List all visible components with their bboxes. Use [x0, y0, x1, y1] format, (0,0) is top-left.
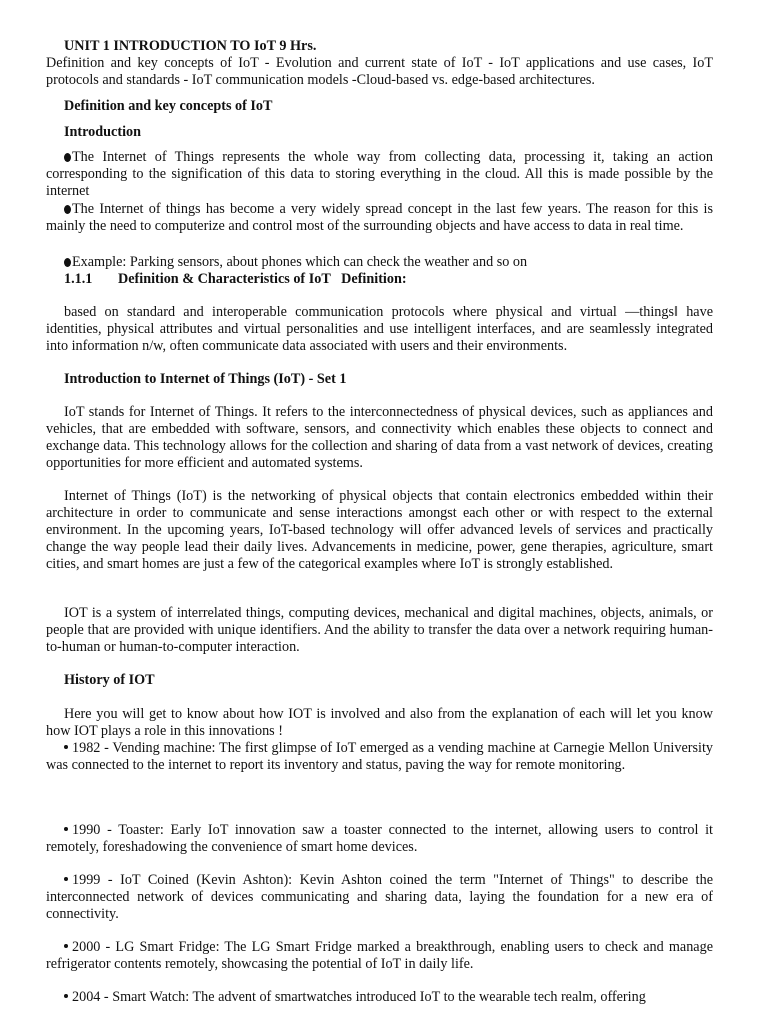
bullet-text: Example: Parking sensors, about phones which can check the weather and so on — [72, 254, 528, 270]
definition-heading: Definition and key concepts of IoT — [64, 98, 273, 114]
history-intro: Here you will get to know about how IOT is involved and also from the explanation of each will let you know how IOT plays a role in this innovations ! — [46, 706, 713, 739]
subsection-title: Definition & Characteristics of IoT Definition: — [118, 271, 407, 287]
history-item — [46, 872, 713, 923]
unit-title: UNIT 1 INTRODUCTION TO IoT 9 Hrs. — [64, 38, 317, 54]
unit-syllabus: Definition and key concepts of IoT - Evolution and current state of IoT - IoT applications and use cases, IoT protocols and standards - IoT communication models -Cloud-based vs. edge-based architectures. — [46, 55, 713, 88]
definition-paragraph: based on standard and interoperable communication protocols where physical and virtual —things‖ have identities, physical attributes and virtual personalities and use intelligent interfaces, and are seamlessly integrated into information n/w, often communicate data associated with users and their environments. — [46, 304, 713, 354]
bullet-icon — [64, 153, 71, 162]
subsection-heading — [64, 271, 704, 288]
bullet-text: The Internet of things has become a very widely spread concept in the last few years. The reason for this is mainly the need to computerize and control most of the surrounding objects and have access to data in real time. — [46, 201, 713, 234]
subsection-number: 1.1.1 — [64, 271, 93, 287]
bullet-icon — [64, 258, 71, 267]
set1-paragraph: IoT stands for Internet of Things. It refers to the interconnectedness of physical devices, such as appliances and vehicles, that are embedded with software, sensors, and connectivity which enables these objects to connect and exchange data. This technology allows for the collection and sharing of data from a vast network of devices, creating opportunities for more efficient and automated systems. — [46, 404, 713, 471]
history-item-text: 2000 - LG Smart Fridge: The LG Smart Fridge marked a breakthrough, enabling users to check and manage refrigerator contents remotely, showcasing the potential of IoT in daily life. — [46, 939, 713, 972]
history-item-text: 2004 - Smart Watch: The advent of smartwatches introduced IoT to the wearable tech realm, offering — [72, 989, 646, 1005]
history-heading: History of IOT — [64, 672, 155, 688]
intro-bullet — [46, 254, 713, 271]
set1-paragraph: Internet of Things (IoT) is the networking of physical objects that contain electronics embedded within their architecture in order to communicate and sense interactions amongst each other or with respect to the external environment. In the upcoming years, IoT-based technology will offer advanced levels of services and practically change the way people lead their daily lives. Advancements in medicine, power, gene therapies, agriculture, smart cities, and smart homes are just a few of the categorical examples where IoT is strongly established. — [46, 488, 713, 572]
set1-heading: Introduction to Internet of Things (IoT) - Set 1 — [64, 371, 347, 387]
set1-paragraph: IOT is a system of interrelated things, computing devices, mechanical and digital machines, objects, animals, or people that are provided with unique identifiers. And the ability to transfer the data over a network requiring human-to-human or human-to-computer interaction. — [46, 605, 713, 655]
bullet-icon — [64, 944, 68, 948]
history-item-text: 1982 - Vending machine: The first glimpse of IoT emerged as a vending machine at Carnegie Mellon University was connected to the internet to report its inventory and status, paving the way for remote monitoring. — [46, 740, 713, 773]
bullet-icon — [64, 205, 71, 214]
history-item-text: 1990 - Toaster: Early IoT innovation saw a toaster connected to the internet, allowing users to control it remotely, foreshadowing the convenience of smart home devices. — [46, 822, 713, 855]
bullet-icon — [64, 877, 68, 881]
history-item — [46, 740, 713, 774]
intro-bullet — [46, 149, 713, 200]
bullet-icon — [64, 745, 68, 749]
bullet-icon — [64, 994, 68, 998]
history-item-text: 1999 - IoT Coined (Kevin Ashton): Kevin Ashton coined the term "Internet of Things" to describe the interconnected network of devices communicating and sharing data, laying the foundation for a new era of connectivity. — [46, 872, 713, 922]
bullet-icon — [64, 827, 68, 831]
bullet-text: The Internet of Things represents the whole way from collecting data, processing it, taking an action corresponding to the signification of this data to storing everything in the cloud. All this is made possible by the internet — [46, 149, 713, 199]
history-item — [46, 989, 713, 1006]
history-item — [46, 939, 713, 973]
introduction-heading: Introduction — [64, 124, 141, 140]
history-item — [46, 822, 713, 856]
intro-bullet — [46, 201, 713, 235]
